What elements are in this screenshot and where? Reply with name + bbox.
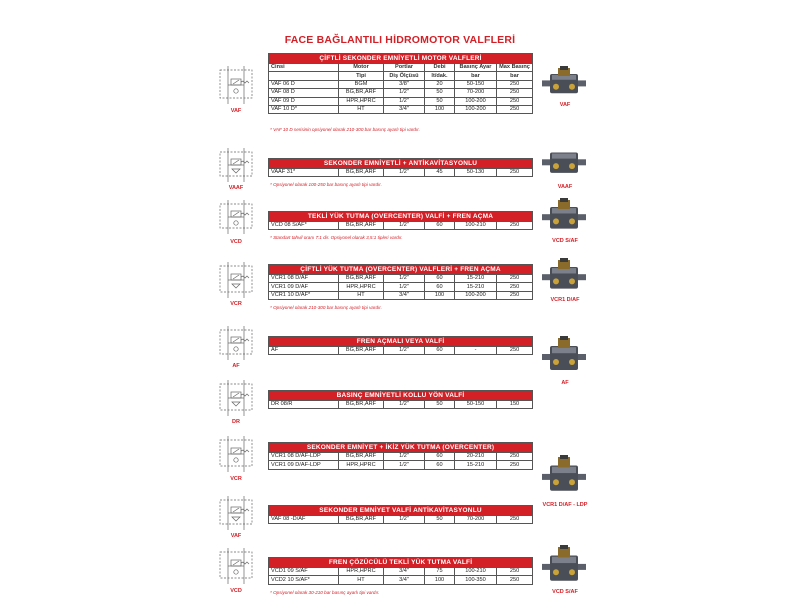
- hydraulic-schematic-icon: [214, 66, 258, 104]
- table-row: [269, 576, 533, 584]
- table-cell: 100-350: [455, 576, 497, 584]
- table-cell: VAF 08 D: [269, 89, 339, 97]
- table-row: [269, 169, 533, 177]
- table-cell: VCD 08 S/AF*: [269, 222, 339, 230]
- table-cell: VCR1 08 D/AF-LDP: [269, 453, 339, 461]
- table-cell: 50-150: [455, 80, 497, 88]
- table-cell: 1/2": [384, 453, 425, 461]
- table-cell: 60: [425, 347, 455, 355]
- schematic-label: AF: [232, 363, 240, 369]
- table-cell: 3/4": [384, 568, 425, 576]
- schematic-vcd: [214, 200, 258, 234]
- schematic-label: VAF: [230, 108, 242, 114]
- table-cell: 250: [497, 222, 533, 230]
- table-cell: 250: [497, 568, 533, 576]
- column-header: lt/dak.: [425, 72, 455, 80]
- column-header: Motor: [339, 64, 384, 72]
- column-header: bar: [455, 72, 497, 80]
- table-cell: BG,BR,ARF: [339, 401, 384, 409]
- column-header: Cinsi: [269, 64, 339, 72]
- table-cell: 1/2": [384, 97, 425, 105]
- table-cell: 3/8": [384, 80, 425, 88]
- table-cell: 50: [425, 401, 455, 409]
- table-cell: 20-210: [455, 453, 497, 461]
- schematic-label: VCD: [230, 588, 242, 594]
- table-cell: 100-210: [455, 568, 497, 576]
- table-cell: VAF 10 D*: [269, 105, 339, 113]
- column-header: Tipi: [339, 72, 384, 80]
- table-cell: 250: [497, 169, 533, 177]
- table-cell: 250: [497, 80, 533, 88]
- section-header: BASINÇ EMNİYETLİ KOLLU YÖN VALFİ: [269, 391, 533, 401]
- hydraulic-schematic-icon: [214, 496, 258, 530]
- footnote: * Standart tahvil oranı 7:1 dir. Opsiyonel olarak 3,5:1 tipleri vardır.: [270, 235, 403, 240]
- table-row: [269, 222, 533, 230]
- schematic-vcr: [214, 262, 258, 298]
- table-cell: 1/2": [384, 461, 425, 469]
- spec-table-af: [268, 336, 533, 355]
- footnote: * Opsiyonel olarak 210-300 bar basınç ayarlı tipi vardır.: [270, 305, 382, 310]
- table-cell: HPR,HPRC: [339, 461, 384, 469]
- product-label: VAF: [559, 102, 571, 108]
- table-cell: BG,BR,ARF: [339, 347, 384, 355]
- valve-product-image: [540, 144, 588, 178]
- valve-product-image: [540, 66, 588, 98]
- footnote: * Opsiyonel olarak 30-210 bar basınç ayarlı tipi vardır.: [270, 590, 380, 595]
- product-photo-vcd: [540, 198, 588, 239]
- schematic-label: VAAF: [228, 185, 244, 191]
- table-cell: 250: [497, 576, 533, 584]
- table-cell: 60: [425, 222, 455, 230]
- page-title: FACE BAĞLANTILI HİDROMOTOR VALFLERİ: [284, 34, 516, 46]
- table-cell: 1/2": [384, 222, 425, 230]
- section-header: SEKONDER EMNİYET VALFİ ANTİKAVİTASYONLU: [269, 506, 533, 516]
- table-cell: VAF 09 D: [269, 97, 339, 105]
- table-cell: AF: [269, 347, 339, 355]
- footnote: * Opsiyonel olarak 100-250 bar basınç ayarlı tipi vardır.: [270, 182, 382, 187]
- product-label: VCD S/AF: [552, 589, 578, 595]
- table-row: [269, 516, 533, 524]
- table-cell: 50-130: [455, 169, 497, 177]
- section-header: TEKLİ YÜK TUTMA (OVERCENTER) VALFİ + FREN AÇMA: [269, 212, 533, 222]
- table-cell: BG,BR,ARF: [339, 516, 384, 524]
- valve-product-image: [540, 258, 588, 294]
- table-cell: 250: [497, 283, 533, 291]
- schematic-vaf-af: [214, 496, 258, 530]
- spec-table-vcd: [268, 211, 533, 230]
- table-cell: 1/2": [384, 283, 425, 291]
- spec-table-vcd-cozuculu: [268, 557, 533, 585]
- schematic-label: VCD: [230, 239, 242, 245]
- table-cell: BG,BR,ARF: [339, 169, 384, 177]
- hydraulic-schematic-icon: [214, 380, 258, 416]
- column-header: Max Basınç: [497, 64, 533, 72]
- column-header: Debi: [425, 64, 455, 72]
- table-cell: 100-200: [455, 291, 497, 299]
- table-cell: 60: [425, 283, 455, 291]
- table-cell: HT: [339, 576, 384, 584]
- table-cell: 75: [425, 568, 455, 576]
- table-cell: VCR1 09 D/AF-LDP: [269, 461, 339, 469]
- table-cell: VCD1 09 S/AF: [269, 568, 339, 576]
- section-header: FREN AÇMALI VEYA VALFİ: [269, 337, 533, 347]
- section-header: FREN ÇÖZÜCÜLÜ TEKLİ YÜK TUTMA VALFİ: [269, 558, 533, 568]
- table-row: [269, 461, 533, 469]
- hydraulic-schematic-icon: [214, 436, 258, 472]
- table-row: [269, 401, 533, 409]
- column-header: [269, 72, 339, 80]
- product-photo-af: [540, 336, 588, 381]
- product-photo-vcd-cozuculu: [540, 545, 588, 592]
- table-cell: HPR,HPRC: [339, 568, 384, 576]
- table-cell: 100-210: [455, 222, 497, 230]
- column-header: Diş Ölçüsü: [384, 72, 425, 80]
- valve-product-image: [540, 455, 588, 497]
- product-photo-vaf: [540, 66, 588, 103]
- product-label: VCR1 D/AF: [550, 297, 580, 303]
- table-cell: BG,BR,ARF: [339, 222, 384, 230]
- table-cell: 1/2": [384, 169, 425, 177]
- table-cell: 100: [425, 291, 455, 299]
- table-cell: 250: [497, 97, 533, 105]
- schematic-vaf: [214, 66, 258, 104]
- section-header: SEKONDER EMNİYET + İKİZ YÜK TUTMA (OVERCENTER): [269, 443, 533, 453]
- table-cell: 3/4": [384, 576, 425, 584]
- table-cell: 1/2": [384, 275, 425, 283]
- section-header: SEKONDER EMNİYETLİ + ANTİKAVİTASYONLU: [269, 159, 533, 169]
- table-cell: 3/4": [384, 105, 425, 113]
- table-cell: 250: [497, 89, 533, 97]
- column-header-row: [269, 72, 533, 80]
- section-header: ÇİFTLİ YÜK TUTMA (OVERCENTER) VALFLERİ + FREN AÇMA: [269, 265, 533, 275]
- schematic-label: VAF: [230, 533, 242, 539]
- table-cell: 250: [497, 291, 533, 299]
- table-cell: HPR,HPRC: [339, 97, 384, 105]
- table-cell: VCD2 10 S/AF*: [269, 576, 339, 584]
- table-cell: BG,BR,ARF: [339, 89, 384, 97]
- valve-product-image: [540, 336, 588, 376]
- hydraulic-schematic-icon: [214, 326, 258, 360]
- product-label: AF: [561, 380, 569, 386]
- schematic-vaaf: [214, 148, 258, 182]
- column-header: Basınç Ayar: [455, 64, 497, 72]
- spec-table-dr: [268, 390, 533, 409]
- hydraulic-schematic-icon: [214, 262, 258, 298]
- schematic-label: DR: [232, 419, 240, 425]
- spec-table-vaaf: [268, 158, 533, 177]
- table-cell: 100-200: [455, 97, 497, 105]
- table-cell: 1/2": [384, 401, 425, 409]
- table-row: [269, 347, 533, 355]
- table-row: [269, 97, 533, 105]
- table-row: [269, 283, 533, 291]
- column-header: Portlar: [384, 64, 425, 72]
- spec-table-vaf-af: [268, 505, 533, 524]
- schematic-af: [214, 326, 258, 360]
- table-cell: HT: [339, 291, 384, 299]
- table-cell: 70-200: [455, 89, 497, 97]
- section-header: ÇİFTLİ SEKONDER EMNİYETLİ MOTOR VALFLERİ: [269, 54, 533, 64]
- table-row: [269, 568, 533, 576]
- table-cell: 250: [497, 347, 533, 355]
- table-cell: 50-150: [455, 401, 497, 409]
- table-row: [269, 291, 533, 299]
- table-cell: 250: [497, 105, 533, 113]
- table-row: [269, 105, 533, 113]
- table-cell: 250: [497, 516, 533, 524]
- table-cell: 1/2": [384, 347, 425, 355]
- table-cell: 60: [425, 461, 455, 469]
- footnote: * VAF 10 D serisinin opsiyonel olarak 210-300 bar basınç ayarlı tipi vardır.: [270, 127, 420, 132]
- table-cell: 250: [497, 461, 533, 469]
- table-cell: 70-200: [455, 516, 497, 524]
- hydraulic-schematic-icon: [214, 200, 258, 234]
- table-cell: 100: [425, 576, 455, 584]
- table-cell: 250: [497, 275, 533, 283]
- spec-table-vcr: [268, 264, 533, 300]
- schematic-dr: [214, 380, 258, 416]
- table-cell: BG,BR,ARF: [339, 453, 384, 461]
- table-cell: VAF 08 -D/AF: [269, 516, 339, 524]
- table-cell: 50: [425, 97, 455, 105]
- schematic-vcr-ldp: [214, 436, 258, 472]
- product-photo-vcr-ldp: [540, 455, 588, 502]
- table-cell: 3/4": [384, 291, 425, 299]
- table-cell: 50: [425, 89, 455, 97]
- table-cell: 60: [425, 275, 455, 283]
- column-header: bar: [497, 72, 533, 80]
- table-cell: 100: [425, 105, 455, 113]
- table-cell: 15-210: [455, 461, 497, 469]
- spec-table-vcr-ldp: [268, 442, 533, 470]
- schematic-vcd-cozuculu: [214, 548, 258, 584]
- table-cell: 20: [425, 80, 455, 88]
- table-row: [269, 453, 533, 461]
- product-label: VCR1 D/AF - LDP: [542, 502, 588, 508]
- hydraulic-schematic-icon: [214, 148, 258, 182]
- schematic-label: VCR: [230, 301, 242, 307]
- table-cell: 60: [425, 453, 455, 461]
- table-cell: 1/2": [384, 516, 425, 524]
- table-cell: 15-210: [455, 275, 497, 283]
- table-cell: 1/2": [384, 89, 425, 97]
- valve-product-image: [540, 545, 588, 587]
- product-label: VCD S/AF: [552, 238, 578, 244]
- table-cell: HPR,HPRC: [339, 283, 384, 291]
- hydraulic-schematic-icon: [214, 548, 258, 584]
- table-cell: 15-210: [455, 283, 497, 291]
- table-cell: BG,BR,ARF: [339, 275, 384, 283]
- table-cell: -: [455, 347, 497, 355]
- table-cell: VAAF 31*: [269, 169, 339, 177]
- spec-table-vaf: [268, 53, 533, 114]
- table-row: [269, 80, 533, 88]
- table-cell: 150: [497, 401, 533, 409]
- schematic-label: VCR: [230, 476, 242, 482]
- table-cell: HT: [339, 105, 384, 113]
- table-cell: 100-200: [455, 105, 497, 113]
- table-cell: 50: [425, 516, 455, 524]
- table-cell: 45: [425, 169, 455, 177]
- product-photo-vaaf: [540, 144, 588, 183]
- column-header-row: [269, 64, 533, 72]
- table-cell: VCR1 09 D/AF: [269, 283, 339, 291]
- table-row: [269, 275, 533, 283]
- table-cell: BGM: [339, 80, 384, 88]
- product-photo-vcr: [540, 258, 588, 299]
- table-cell: VCR1 08 D/AF: [269, 275, 339, 283]
- table-cell: DR 08/R: [269, 401, 339, 409]
- valve-product-image: [540, 198, 588, 234]
- table-cell: VAF 06 D: [269, 80, 339, 88]
- table-row: [269, 89, 533, 97]
- table-cell: VCR1 10 D/AF*: [269, 291, 339, 299]
- product-label: VAAF: [557, 184, 573, 190]
- table-cell: 250: [497, 453, 533, 461]
